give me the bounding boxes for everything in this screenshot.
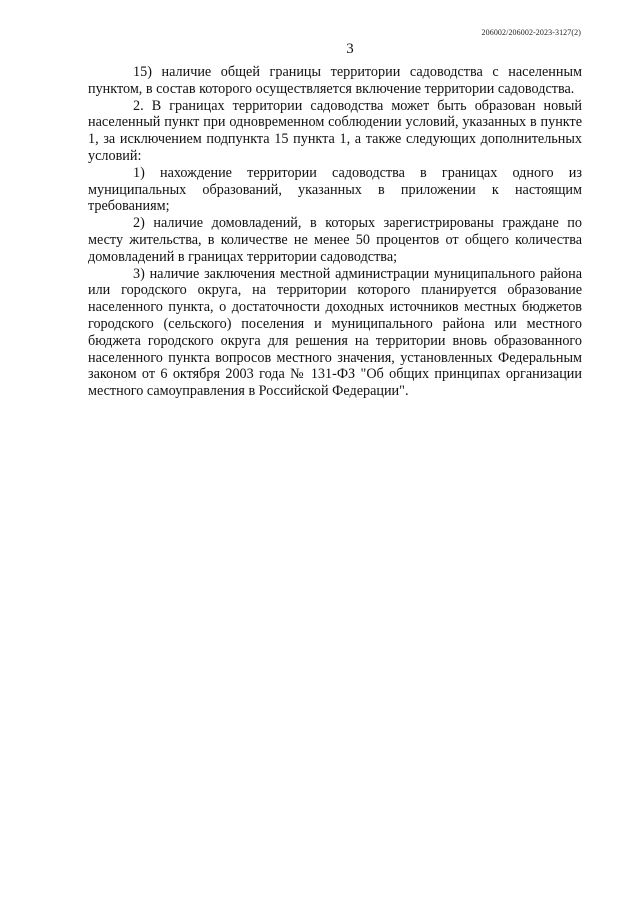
document-body: [88, 64, 582, 400]
paragraph-section-2: 2. В границах территории садоводства может быть образован новый населенный пункт при одновременном соблюдении условий, указанных в пункте 1, за исключением подпункта 15 пункта 1, а также следующих дополнительных условий:: [88, 97, 582, 164]
page-number: 3: [346, 41, 354, 57]
paragraph-condition-3: 3) наличие заключения местной администрации муниципального района или городского округа, на территории которого планируется образование населенного пункта, о достаточности доходных источников местных бюджетов городского (сельского) поселения и муниципального района или местного бюджета городского округа для решения на территории вновь образованного населенного пункта вопросов местного значения, установленных Федеральным законом от 6 октября 2003 года № 131-ФЗ "Об общих принципах организации местного самоуправления в Российской Федерации".: [88, 265, 582, 400]
paragraph-condition-2: 2) наличие домовладений, в которых зарегистрированы граждане по месту жительства, в количестве не менее 50 процентов от общего количества домовладений в границах территории садоводства;: [88, 215, 582, 265]
document-id: 206002/206002-2023-3127(2): [481, 28, 581, 37]
paragraph-condition-1: 1) нахождение территории садоводства в границах одного из муниципальных образований, указанных в приложении к настоящим требованиям;: [88, 164, 582, 215]
paragraph-item-15: 15) наличие общей границы территории садоводства с населенным пунктом, в состав которого осуществляется включение территории садоводства.: [88, 64, 582, 97]
